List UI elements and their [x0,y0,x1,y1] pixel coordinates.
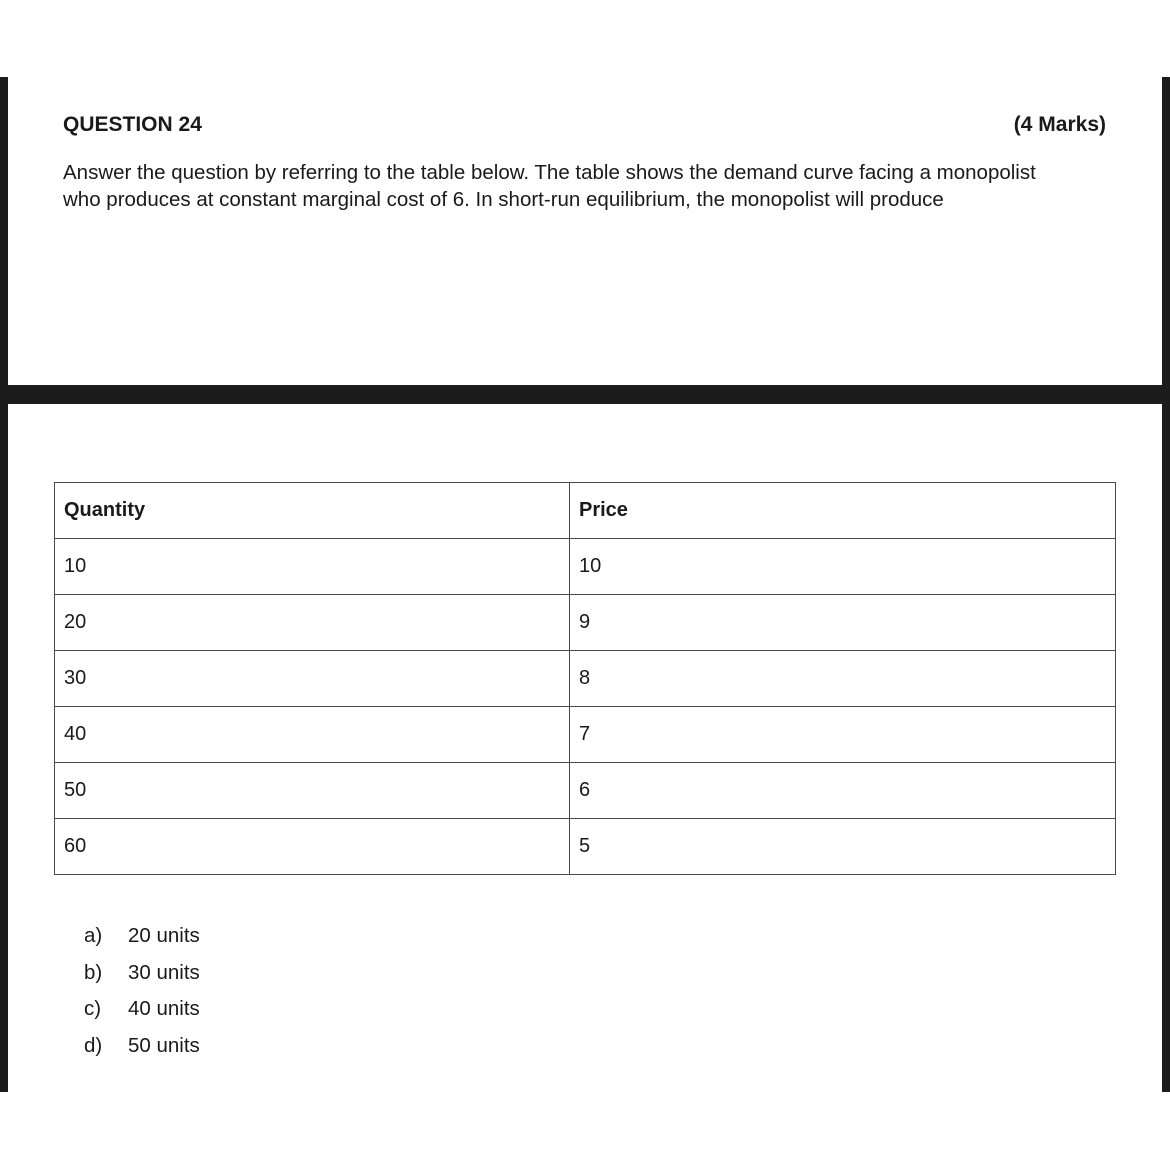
price-cell: 5 [570,819,1116,875]
option-letter: b) [84,960,103,984]
quantity-cell: 60 [55,819,570,875]
left-border [0,77,8,1092]
section-divider [0,385,1170,404]
option-c[interactable] [84,991,200,1028]
quantity-cell: 10 [55,539,570,595]
question-marks: (4 Marks) [1013,113,1106,136]
answer-options [84,918,200,1064]
option-a[interactable] [84,918,200,955]
price-cell: 10 [570,539,1116,595]
question-text-line: who produces at constant marginal cost of 6. In short-run equilibrium, the monopolist will produce [63,188,944,211]
quantity-cell: 50 [55,763,570,819]
question-text [63,159,1036,213]
option-d[interactable] [84,1028,200,1065]
option-text: 30 units [128,960,200,984]
price-cell: 8 [570,651,1116,707]
price-cell: 6 [570,763,1116,819]
table-row [55,763,1116,819]
table-row [55,707,1116,763]
option-text: 40 units [128,997,200,1021]
question-title: QUESTION 24 [63,113,202,136]
option-b[interactable] [84,955,200,992]
table-header-row [55,483,1116,539]
price-cell: 7 [570,707,1116,763]
question-text-line: Answer the question by referring to the table below. The table shows the demand curve facing a monopolist [63,161,1036,184]
option-letter: d) [84,1033,103,1057]
header-price: Price [570,483,1116,539]
option-text: 20 units [128,924,200,948]
quantity-cell: 20 [55,595,570,651]
quantity-cell: 40 [55,707,570,763]
right-border [1162,77,1170,1092]
table-row [55,539,1116,595]
option-text: 50 units [128,1033,200,1057]
quantity-cell: 30 [55,651,570,707]
price-cell: 9 [570,595,1116,651]
option-letter: a) [84,924,103,948]
demand-table [54,482,1116,875]
table-row [55,819,1116,875]
table-row [55,651,1116,707]
header-quantity: Quantity [55,483,570,539]
table-row [55,595,1116,651]
option-letter: c) [84,997,102,1021]
